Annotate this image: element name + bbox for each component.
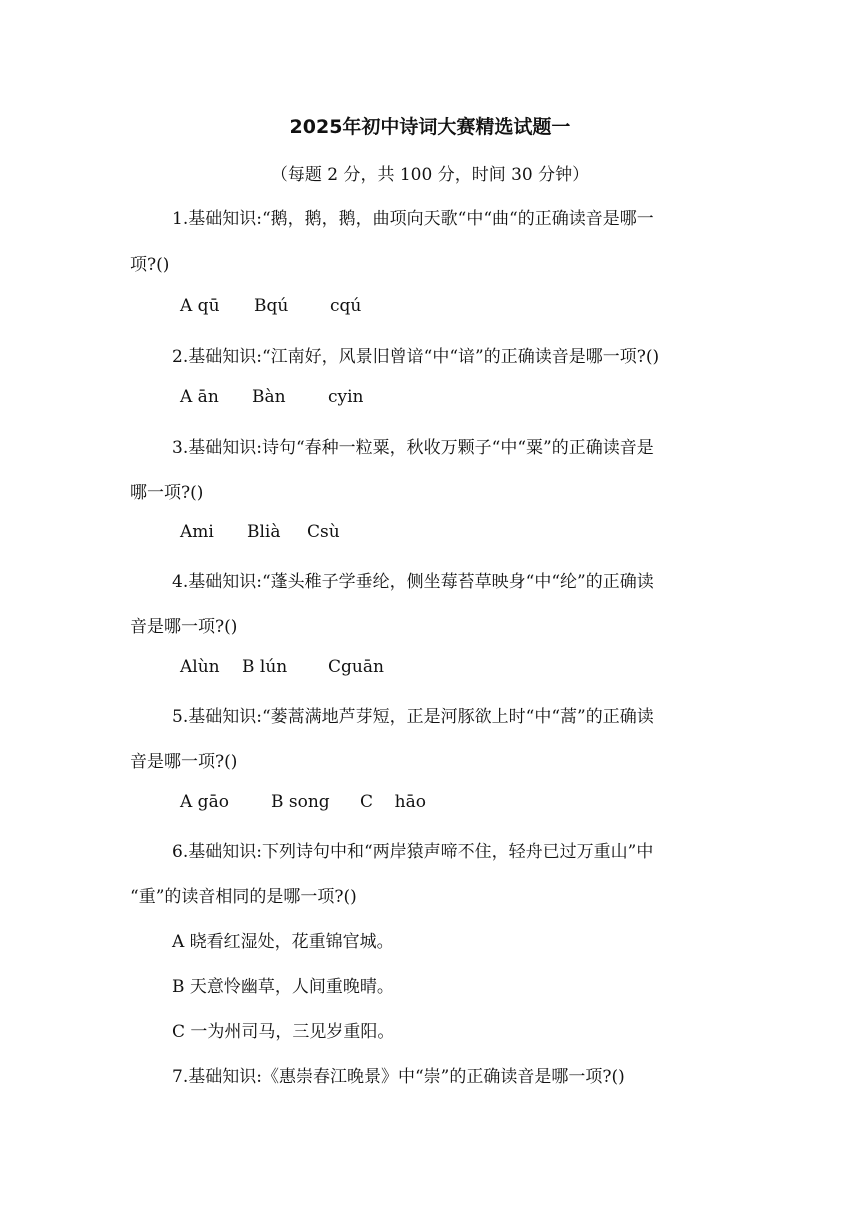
question-1-options	[180, 296, 361, 316]
option-c: Csù	[307, 522, 340, 542]
question-6-text: 6.基础知识:下列诗句中和“两岸猿声啼不住，轻舟已过万重山”中	[172, 842, 654, 862]
question-1-text-cont: 项?()	[130, 255, 170, 275]
option-b: B song	[271, 792, 330, 812]
question-4-text: 4.基础知识:“蓬头稚子学垂纶，侧坐莓苔草映身“中“纶”的正确读	[172, 572, 654, 592]
question-2-text: 2.基础知识:“江南好，风景旧曾谙“中“谙”的正确读音是哪一项?()	[172, 347, 660, 367]
document-subtitle: （每题 2 分，共 100 分，时间 30 分钟）	[270, 165, 590, 185]
option-c: Cguān	[328, 657, 384, 677]
question-5-options	[180, 792, 426, 812]
question-7-text: 7.基础知识:《惠崇春江晚景》中“崇”的正确读音是哪一项?()	[172, 1067, 625, 1087]
option-c: cqú	[330, 296, 362, 316]
option-b: Blià	[247, 522, 281, 542]
question-5-text: 5.基础知识:“蒌蒿满地芦芽短，正是河豚欲上时“中“蒿”的正确读	[172, 707, 654, 727]
option-b: B lún	[242, 657, 288, 677]
question-6-option-b: B 天意怜幽草，人间重晚晴。	[172, 977, 394, 997]
option-a: A gāo	[180, 792, 229, 812]
question-5-text-cont: 音是哪一项?()	[130, 752, 238, 772]
option-a: A qū	[180, 296, 220, 316]
option-a: Alùn	[180, 657, 220, 677]
option-a: Ami	[180, 522, 214, 542]
question-2-options	[180, 387, 364, 407]
question-6-text-cont: “重”的读音相同的是哪一项?()	[130, 887, 357, 907]
option-a: A ān	[180, 387, 219, 407]
question-3-options	[180, 522, 340, 542]
question-6-option-a: A 晓看红湿处，花重锦官城。	[172, 932, 394, 952]
question-1-text: 1.基础知识:“鹅，鹅，鹅，曲项向天歌“中“曲“的正确读音是哪一	[172, 209, 654, 229]
question-6-option-c: C 一为州司马，三见岁重阳。	[172, 1022, 395, 1042]
question-4-options	[180, 657, 384, 677]
option-b: Bqú	[254, 296, 289, 316]
question-4-text-cont: 音是哪一项?()	[130, 617, 238, 637]
question-3-text-cont: 哪一项?()	[130, 483, 204, 503]
option-b: Bàn	[252, 387, 286, 407]
question-3-text: 3.基础知识:诗句“春种一粒粟，秋收万颗子“中“粟”的正确读音是	[172, 438, 654, 458]
option-c: C hāo	[360, 792, 426, 812]
document-title: 2025年初中诗词大赛精选试题一	[289, 116, 571, 138]
option-c: cyin	[328, 387, 364, 407]
